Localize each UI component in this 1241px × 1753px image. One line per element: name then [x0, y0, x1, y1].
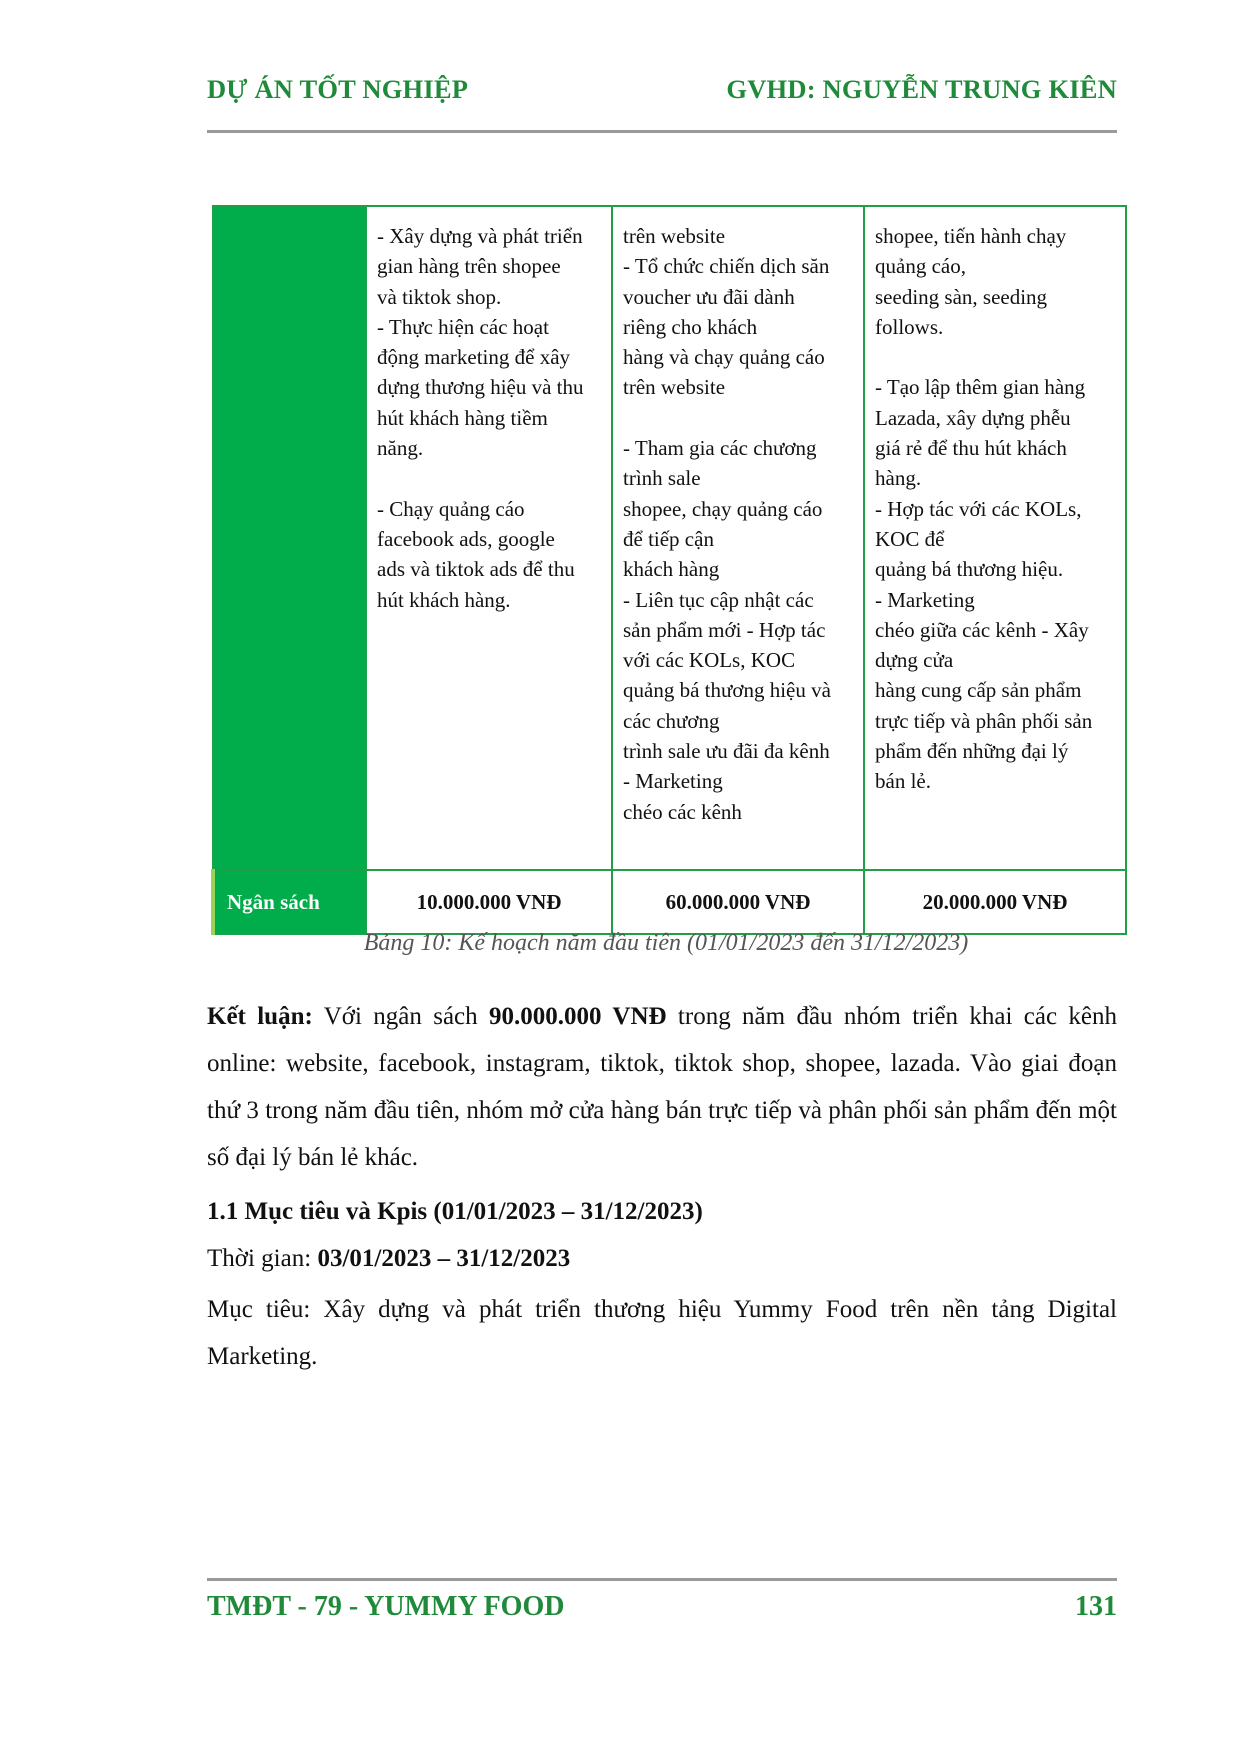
- cell-text-line: shopee, chạy quảng cáo: [623, 496, 823, 521]
- cell-text-line: hàng.: [875, 466, 922, 491]
- plan-cell-phase-1: [366, 206, 612, 870]
- cell-text-line: động marketing để xây: [377, 345, 571, 370]
- page-header: [207, 74, 1117, 105]
- footer-divider: [207, 1578, 1117, 1581]
- cell-text-line: - Liên tục cập nhật các: [623, 587, 814, 612]
- budget-phase-1: 10.000.000 VNĐ: [366, 870, 612, 934]
- time-label: Thời gian:: [207, 1245, 318, 1272]
- cell-text-line: - Xây dựng và phát triển: [377, 224, 583, 248]
- section-heading: 1.1 Mục tiêu và Kpis (01/01/2023 – 31/12/2023): [207, 1198, 703, 1225]
- cell-text-line: giá rẻ để thu hút khách: [875, 436, 1067, 461]
- cell-text-line: follows.: [875, 314, 944, 339]
- cell-text-line: gian hàng trên shopee: [377, 254, 561, 279]
- table-caption: Bảng 10: Kế hoạch năm đầu tiên (01/01/2023 đến 31/12/2023): [363, 930, 969, 956]
- header-project-title: DỰ ÁN TỐT NGHIỆP: [207, 74, 469, 104]
- section-time: [207, 1245, 570, 1273]
- cell-text-line: ads và tiktok ads để thu: [377, 557, 575, 582]
- cell-text-line: shopee, tiến hành chạy: [875, 224, 1067, 248]
- page-number: 131: [1075, 1591, 1117, 1622]
- cell-blank-line: [623, 403, 853, 433]
- cell-text-line: phẩm đến những đại lý: [875, 739, 1069, 764]
- cell-text-line: facebook ads, google: [377, 526, 555, 551]
- cell-text-line: trên website: [623, 224, 726, 248]
- cell-text-line: với các KOLs, KOC: [623, 648, 796, 673]
- header-divider: [207, 130, 1117, 133]
- cell-text-line: hút khách hàng.: [377, 587, 511, 612]
- conclusion-amount: 90.000.000 VNĐ: [489, 1003, 667, 1030]
- cell-text-line: - Tạo lập thêm gian hàng: [875, 375, 1086, 400]
- conclusion-text-post: trong năm đầu nhóm triển khai các kênh online: website, facebook, instagram, tiktok, tiktok shop, shopee, lazada. Vào giai đoạn thứ 3 trong năm đầu tiên, nhóm mở cửa hàng bán trực tiếp và phân phối sản phẩm đến một số đại lý bán lẻ khác.: [207, 1003, 1117, 1171]
- cell-text-line: - Chạy quảng cáo: [377, 496, 525, 521]
- time-value: 03/01/2023 – 31/12/2023: [317, 1245, 571, 1272]
- cell-text-line: khách hàng: [623, 557, 720, 582]
- plan-row-budget: [213, 870, 1126, 934]
- cell-text-line: dựng cửa: [875, 648, 954, 673]
- cell-text-line: KOC để: [875, 526, 945, 551]
- cell-text-line: seeding sàn, seeding: [875, 284, 1048, 309]
- plan-cell-phase-2: [612, 206, 864, 870]
- cell-text-line: riêng cho khách: [623, 314, 758, 339]
- cell-text-line: voucher ưu đãi dành: [623, 284, 795, 309]
- budget-label: Ngân sách: [213, 870, 366, 934]
- cell-text-line: dựng thương hiệu và thu: [377, 375, 584, 400]
- cell-text-line: trình sale: [623, 466, 701, 491]
- cell-blank-line: [377, 463, 601, 493]
- budget-phase-3: 20.000.000 VNĐ: [864, 870, 1126, 934]
- cell-text-line: - Marketing: [623, 769, 723, 794]
- cell-text-line: quảng bá thương hiệu.: [875, 557, 1064, 582]
- cell-text-line: - Tổ chức chiến dịch săn: [623, 254, 830, 279]
- cell-text-line: để tiếp cận: [623, 526, 714, 551]
- conclusion-text-pre: Với ngân sách: [312, 1003, 490, 1030]
- cell-blank-line: [875, 342, 1115, 372]
- cell-text-line: hàng cung cấp sản phẩm: [875, 678, 1082, 703]
- cell-text-line: trình sale ưu đãi đa kênh: [623, 739, 830, 764]
- cell-text-line: và tiktok shop.: [377, 284, 502, 309]
- cell-text-line: hàng và chạy quảng cáo: [623, 345, 825, 370]
- conclusion-label: Kết luận:: [207, 1003, 313, 1030]
- cell-text-line: - Hợp tác với các KOLs,: [875, 496, 1082, 521]
- cell-text-line: - Tham gia các chương: [623, 436, 817, 461]
- cell-text-line: Lazada, xây dựng phễu: [875, 405, 1071, 430]
- cell-text-line: - Thực hiện các hoạt: [377, 314, 549, 339]
- section-objective: Mục tiêu: Xây dựng và phát triển thương hiệu Yummy Food trên nền tảng Digital Marketing.: [207, 1296, 1117, 1370]
- cell-text-line: sản phẩm mới - Hợp tác: [623, 617, 826, 642]
- cell-text-line: năng.: [377, 436, 424, 461]
- footer-project: TMĐT - 79 - YUMMY FOOD: [207, 1591, 565, 1622]
- plan-row-label-cell: [213, 206, 366, 870]
- page-footer: [207, 1591, 1117, 1623]
- cell-text-line: trên website: [623, 375, 726, 400]
- cell-text-line: quảng cáo,: [875, 254, 966, 279]
- header-advisor: GVHD: NGUYỄN TRUNG KIÊN: [726, 74, 1117, 104]
- plan-cell-phase-3: [864, 206, 1126, 870]
- plan-table: [211, 205, 1127, 935]
- conclusion-paragraph: [207, 993, 1117, 1181]
- cell-text-line: - Marketing: [875, 587, 975, 612]
- cell-text-line: trực tiếp và phân phối sản: [875, 708, 1093, 733]
- plan-row-activities: [213, 206, 1126, 870]
- cell-text-line: hút khách hàng tiềm: [377, 405, 548, 430]
- cell-text-line: quảng bá thương hiệu và: [623, 678, 831, 703]
- cell-text-line: chéo giữa các kênh - Xây: [875, 617, 1089, 642]
- cell-text-line: chéo các kênh: [623, 799, 742, 824]
- cell-text-line: các chương: [623, 708, 720, 733]
- budget-phase-2: 60.000.000 VNĐ: [612, 870, 864, 934]
- cell-text-line: bán lẻ.: [875, 769, 931, 794]
